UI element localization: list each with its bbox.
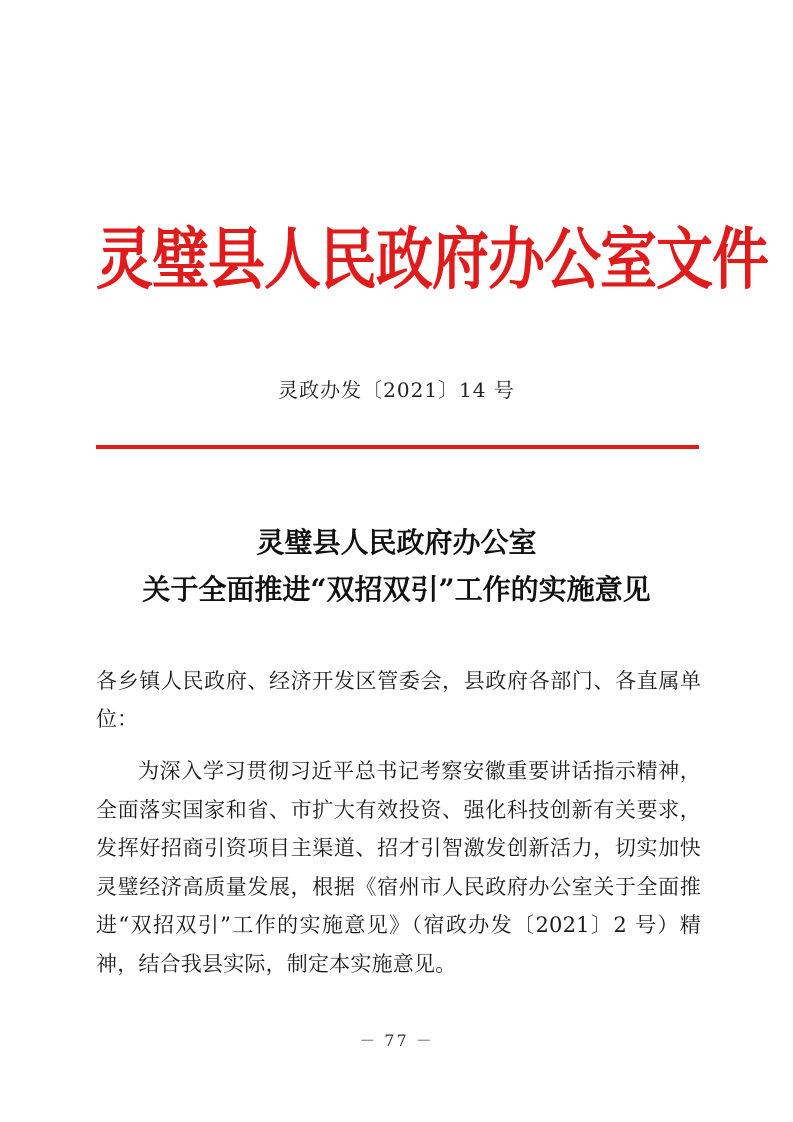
document-title-line-2: 关于全面推进“双招双引”工作的实施意见: [142, 573, 651, 606]
body-paragraph: 为深入学习贯彻习近平总书记考察安徽重要讲话指示精神，全面落实国家和省、市扩大有效投资、强化科技创新有关要求，发挥好招商引资项目主渠道、招才引智激发创新活力，切实加快灵璧经济高质量发展，根据《宿州市人民政府办公室关于全面推进“双招双引”工作的实施意见》（宿政办发〔2021〕2 号）精神，结合我县实际，制定本实施意见。: [96, 759, 701, 976]
document-title-line-1: 灵璧县人民政府办公室: [256, 526, 537, 559]
masthead-title: 灵璧县人民政府办公室文件: [96, 219, 768, 299]
salutation: 各乡镇人民政府、经济开发区管委会，县政府各部门、各直属单位：: [96, 669, 701, 731]
page-number: － 77 －: [359, 1031, 434, 1050]
document-number: 灵政办发〔2021〕14 号: [278, 378, 515, 402]
red-divider-rule: [96, 445, 699, 449]
